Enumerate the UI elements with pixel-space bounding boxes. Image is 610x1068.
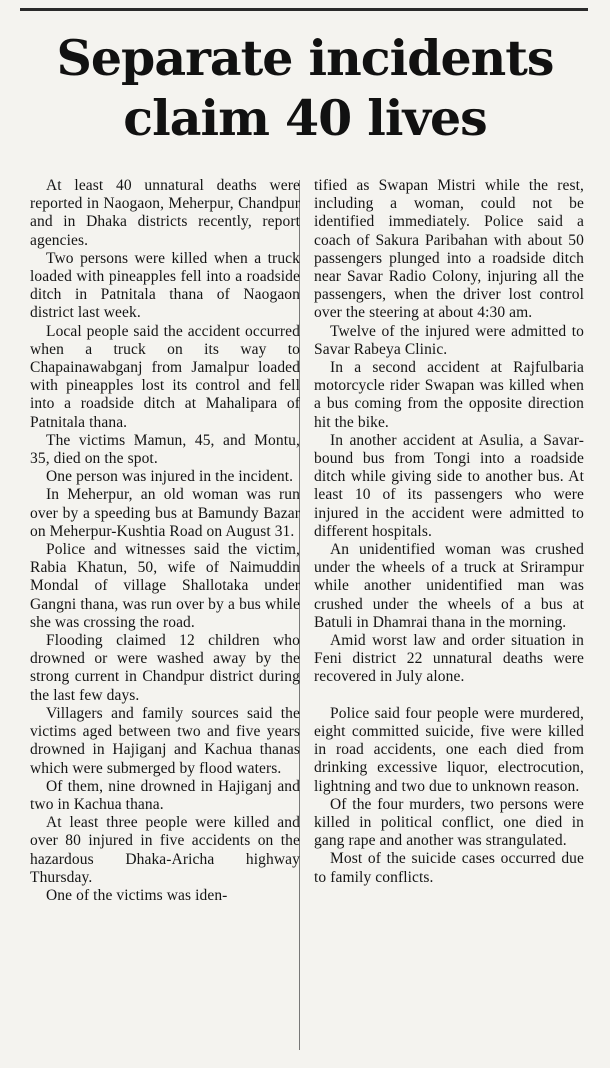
paragraph: At least three people were killed and over 80 injured in five accidents on the hazardous Dhaka-Aricha highway Thursday. [30,814,300,886]
top-rule [20,8,588,11]
article-column-right [314,177,584,887]
paragraph: Police and witnesses said the victim, Rabia Khatun, 50, wife of Naimuddin Mondal of village Shallotaka under Gangni thana, was run over by a bus while she was crossing the road. [30,541,300,631]
paragraph: Of the four murders, two persons were killed in political conflict, one died in gang rape and another was strangulated. [314,795,584,850]
paragraph: Most of the suicide cases occurred due to family conflicts. [314,850,584,886]
headline-line-2: claim 40 lives [123,89,487,147]
paragraph: One person was injured in the incident. [46,468,294,486]
paragraph: An unidentified woman was crushed under the wheels of a truck at Srirampur while another unidentified man was crushed under the wheels of a bus at Batuli in Dhamrai thana in the morning. [314,541,584,631]
paragraph: Police said four people were murdered, eight committed suicide, five were killed in road accidents, one each died from drinking excessive liquor, electrocution, lightning and two due to unknown reason. [314,704,584,795]
paragraph: Of them, nine drowned in Hajiganj and two in Kachua thana. [30,777,300,813]
paragraph: Two persons were killed when a truck loaded with pineapples fell into a roadside ditch in Patnitala thana of Naogaon district last week. [30,249,300,322]
paragraph: In a second accident at Rajfulbaria motorcycle rider Swapan was killed when a bus coming from the opposite direction hit the bike. [314,359,584,431]
paragraph: In Meherpur, an old woman was run over by a speeding bus at Bamundy Bazar on Meherpur-Kushtia Road on August 31. [30,486,300,540]
paragraph-continued: tified as Swapan Mistri while the rest, including a woman, could not be identified immediately. Police said a coach of Sakura Paribahan with about 50 passengers plunged into a roadside ditch near Savar Radio Colony, injuring all the passengers, when the driver lost control over the steering at about 4:30 am. [314,177,584,322]
article-column-left [30,177,300,905]
paragraph: The victims Mamun, 45, and Montu, 35, died on the spot. [30,431,300,468]
paragraph: Flooding claimed 12 children who drowned or were washed away by the strong current in Chandpur district during the last few days. [30,632,300,704]
paragraph: Villagers and family sources said the victims aged between two and five years drowned in Hajiganj and Kachua thanas which were submerged by flood waters. [30,704,300,777]
headline-line-1: Separate incidents [56,29,554,87]
headline [0,28,610,148]
paragraph: Amid worst law and order situation in Feni district 22 unnatural deaths were recovered in July alone. [314,632,584,686]
paragraph: At least 40 unnatural deaths were reported in Naogaon, Meherpur, Chandpur and in Dhaka districts recently, report agencies. [30,177,300,249]
paragraph: One of the victims was iden- [46,886,228,904]
paragraph: Local people said the accident occurred when a truck on its way to Chapainawabganj from Jamalpur loaded with pineapples lost its control and fell into a roadside ditch at Mahalipara of Patnitala thana. [30,322,300,431]
paragraph: Twelve of the injured were admitted to Savar Rabeya Clinic. [314,322,584,358]
paragraph: In another accident at Asulia, a Savar-bound bus from Tongi into a roadside ditch while giving side to another bus. At least 10 of its passengers who were injured in the accident were admitted to different hospitals. [314,431,584,540]
